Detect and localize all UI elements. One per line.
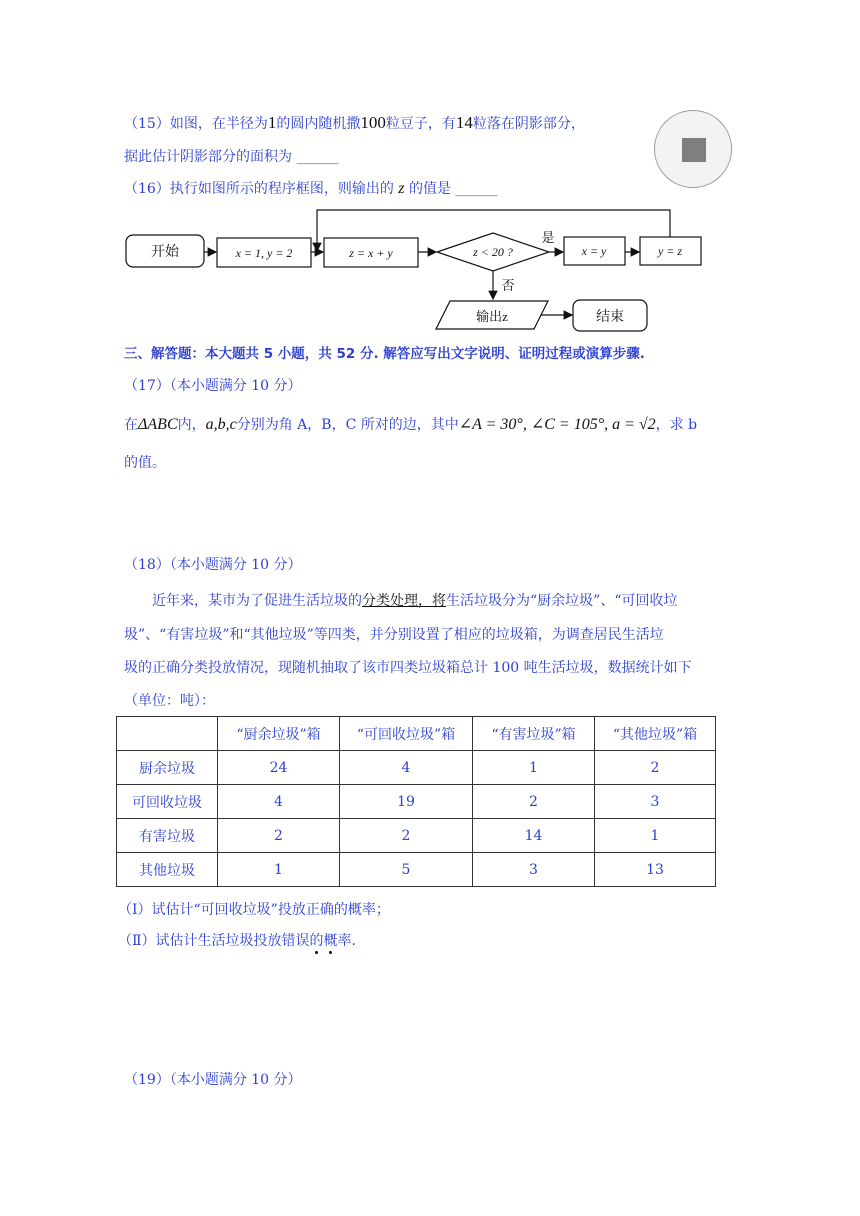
q17-line-2: 的值。 xyxy=(124,455,166,471)
init-label: x = 1, y = 2 xyxy=(235,246,293,260)
table-cell: 3 xyxy=(473,853,595,887)
q15-line-1 xyxy=(124,113,585,133)
q17-text: ，求 b xyxy=(655,417,698,433)
emphasis-dot xyxy=(315,951,318,954)
table-row xyxy=(117,785,716,819)
q17-line-1 xyxy=(124,414,697,434)
table-row xyxy=(117,819,716,853)
q15-text: 粒落在阴影部分， xyxy=(472,116,585,132)
end-label: 结束 xyxy=(596,310,624,325)
shaded-square xyxy=(682,138,706,162)
q15-inside-count: 14 xyxy=(455,113,473,132)
table-row xyxy=(117,853,716,887)
table-cell: 24 xyxy=(218,751,340,785)
q17-text: 内， xyxy=(177,417,206,433)
table-header-cell: “可回收垃圾”箱 xyxy=(340,717,473,751)
table-row xyxy=(117,751,716,785)
table-cell: 2 xyxy=(595,751,716,785)
q15-text: （15）如图，在半径为 xyxy=(124,116,268,132)
q18-text: 近年来，某市为了促进生活垃圾的 xyxy=(152,593,362,609)
q18-header: （18）（本小题满分 10 分） xyxy=(124,557,302,573)
q15-radius: 1 xyxy=(267,113,277,132)
emphasis-dot xyxy=(329,951,332,954)
q17-text: 分别为角 A，B，C 所对的边，其中 xyxy=(236,417,459,433)
q18-underlined-text: 分类处理，将 xyxy=(362,593,446,609)
q17-given-values: ∠A = 30°, ∠C = 105°, a = √2 xyxy=(458,416,656,433)
q16-variable: z xyxy=(398,180,405,197)
no-label: 否 xyxy=(501,278,515,293)
circle-figure xyxy=(654,110,732,188)
table-cell: 4 xyxy=(218,785,340,819)
q18-part-1: （Ⅰ）试估计“可回收垃圾”投放正确的概率； xyxy=(118,902,390,918)
assign-x-label: x = y xyxy=(581,244,607,258)
q16-line xyxy=(124,178,497,198)
q18-para-4: （单位：吨）： xyxy=(124,693,215,709)
q18-para-3: 圾的正确分类投放情况，现随机抽取了该市四类垃圾箱总计 100 吨生活垃圾，数据统计如下 xyxy=(124,660,692,676)
start-label: 开始 xyxy=(151,245,179,260)
table-header-cell: “厨余垃圾”箱 xyxy=(218,717,340,751)
q17-text: 在 xyxy=(124,417,138,433)
q15-beans: 100 xyxy=(360,113,386,132)
table-row-label: 厨余垃圾 xyxy=(117,751,218,785)
table-cell: 4 xyxy=(340,751,473,785)
q17-triangle: ΔABC xyxy=(138,416,178,433)
q15-text: 粒豆子，有 xyxy=(385,116,456,132)
q15-line-2: 据此估计阴影部分的面积为 ______ xyxy=(124,149,339,165)
condition-label: z < 20 ? xyxy=(473,245,513,259)
q15-text: 的圆内随机撒 xyxy=(276,116,361,132)
table-cell: 1 xyxy=(218,853,340,887)
table-row-label: 其他垃圾 xyxy=(117,853,218,887)
output-label: 输出z xyxy=(476,309,508,324)
q18-text: 生活垃圾分为“厨余垃圾”、“可回收垃 xyxy=(446,593,678,609)
q18-para-2: 圾”、“有害垃圾”和“其他垃圾”等四类，并分别设置了相应的垃圾箱，为调查居民生活垃 xyxy=(124,627,664,643)
table-cell: 1 xyxy=(473,751,595,785)
q16-text: 的值是 ______ xyxy=(404,181,498,197)
assign-z-label: z = x + y xyxy=(349,246,393,260)
table-cell: 2 xyxy=(340,819,473,853)
section-heading: 三、解答题：本大题共 5 小题，共 52 分. 解答应写出文字说明、证明过程或演算步骤. xyxy=(124,346,645,362)
table-header-cell xyxy=(117,717,218,751)
program-flowchart xyxy=(120,202,720,342)
table-header-cell: “有害垃圾”箱 xyxy=(473,717,595,751)
yes-label: 是 xyxy=(541,230,555,245)
q17-sides: a,b,c xyxy=(205,416,237,433)
table-cell: 5 xyxy=(340,853,473,887)
table-cell: 1 xyxy=(595,819,716,853)
table-cell: 2 xyxy=(218,819,340,853)
q17-header: （17）（本小题满分 10 分） xyxy=(124,378,302,394)
table-cell: 19 xyxy=(340,785,473,819)
table-cell: 3 xyxy=(595,785,716,819)
waste-data-table xyxy=(116,716,716,887)
q16-text: （16）执行如图所示的程序框图，则输出的 xyxy=(124,181,399,197)
assign-y-label: y = z xyxy=(657,244,683,258)
table-cell: 14 xyxy=(473,819,595,853)
table-cell: 13 xyxy=(595,853,716,887)
table-header-row xyxy=(117,717,716,751)
table-row-label: 可回收垃圾 xyxy=(117,785,218,819)
q18-part-2: （Ⅱ）试估计生活垃圾投放错误的概率. xyxy=(118,933,356,949)
table-cell: 2 xyxy=(473,785,595,819)
q19-header: （19）（本小题满分 10 分） xyxy=(124,1072,302,1088)
table-row-label: 有害垃圾 xyxy=(117,819,218,853)
q18-para-1 xyxy=(152,590,677,610)
table-header-cell: “其他垃圾”箱 xyxy=(595,717,716,751)
